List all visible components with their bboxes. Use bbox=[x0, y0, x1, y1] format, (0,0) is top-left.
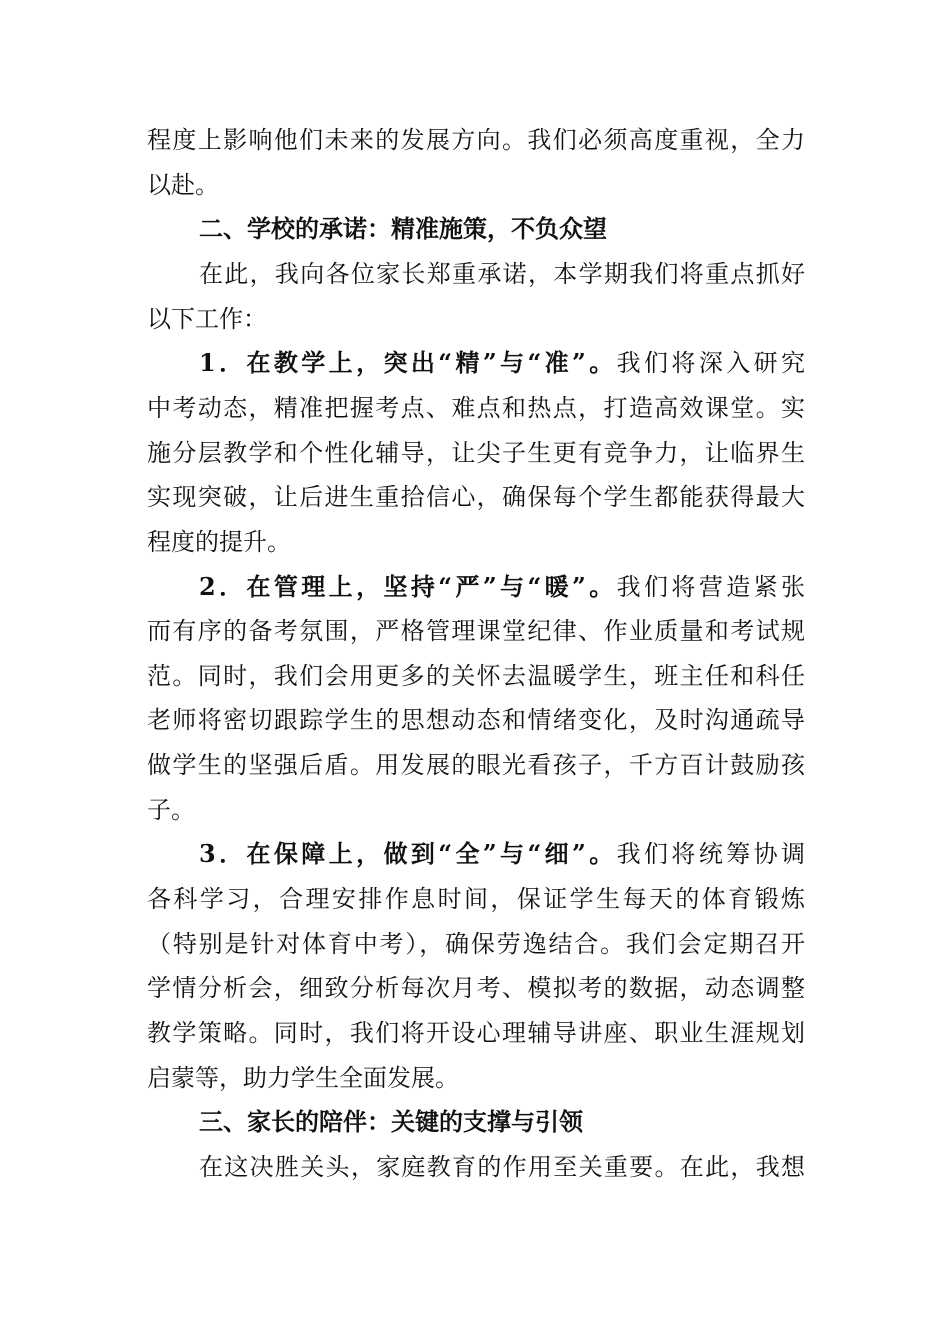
item-lead-bold: 3．在保障上，做到“全”与“细”。 bbox=[199, 839, 617, 869]
line-text: 而有序的备考氛围，严格管理课堂纪律、作业质量和考试规 bbox=[147, 617, 805, 646]
line-text: 二、学校的承诺：精准施策，不负众望 bbox=[199, 215, 607, 244]
section-heading bbox=[199, 1107, 805, 1137]
line-text: 三、家长的陪伴：关键的支撑与引领 bbox=[199, 1108, 583, 1137]
line-text: 启蒙等，助力学生全面发展。 bbox=[147, 1063, 459, 1092]
line-text: 我们将深入研究 bbox=[616, 349, 806, 378]
text-line bbox=[147, 170, 805, 200]
text-line bbox=[199, 348, 805, 378]
line-text: 中考动态，精准把握考点、难点和热点，打造高效课堂。实 bbox=[147, 393, 805, 422]
item-lead-bold: 1．在教学上，突出“精”与“准”。 bbox=[199, 348, 617, 378]
line-text: 以赴。 bbox=[147, 170, 219, 199]
text-line bbox=[199, 572, 805, 602]
text-line bbox=[147, 750, 805, 780]
text-line bbox=[147, 438, 805, 468]
text-line bbox=[147, 1018, 805, 1048]
text-line bbox=[147, 795, 805, 825]
line-text: 程度上影响他们未来的发展方向。我们必须高度重视，全力 bbox=[147, 126, 805, 154]
line-text: 教学策略。同时，我们将开设心理辅导讲座、职业生涯规划 bbox=[147, 1019, 805, 1047]
text-line bbox=[147, 482, 805, 512]
text-line bbox=[147, 527, 805, 557]
line-text: 学情分析会，细致分析每次月考、模拟考的数据，动态调整 bbox=[147, 974, 805, 1003]
line-text: 做学生的坚强后盾。用发展的眼光看孩子，千方百计鼓励孩 bbox=[147, 751, 805, 780]
text-line bbox=[147, 393, 805, 423]
text-line bbox=[147, 661, 805, 691]
line-text: 实现突破，让后进生重拾信心，确保每个学生都能获得最大 bbox=[147, 483, 805, 512]
line-text: 在这决胜关头，家庭教育的作用至关重要。在此，我想 bbox=[199, 1152, 805, 1181]
line-text: 范。同时，我们会用更多的关怀去温暖学生，班主任和科任 bbox=[147, 661, 805, 690]
text-line bbox=[199, 1152, 805, 1182]
text-line bbox=[147, 304, 805, 334]
text-line bbox=[199, 839, 805, 869]
item-lead-bold: 2．在管理上，坚持“严”与“暖”。 bbox=[199, 571, 617, 601]
text-line bbox=[147, 705, 805, 735]
text-line bbox=[147, 125, 805, 155]
line-text: 在此，我向各位家长郑重承诺，本学期我们将重点抓好 bbox=[199, 259, 805, 288]
line-text: 我们将营造紧张 bbox=[616, 572, 806, 601]
line-text: 我们将统筹协调 bbox=[616, 840, 806, 869]
line-text: 子。 bbox=[147, 795, 195, 824]
text-line bbox=[147, 616, 805, 646]
text-line bbox=[147, 1063, 805, 1093]
line-text: 以下工作： bbox=[147, 304, 267, 333]
line-text: 各科学习，合理安排作息时间，保证学生每天的体育锻炼 bbox=[147, 885, 805, 914]
text-line bbox=[199, 259, 805, 289]
text-line bbox=[147, 884, 805, 914]
line-text: 程度的提升。 bbox=[147, 527, 291, 556]
line-text: 施分层教学和个性化辅导，让尖子生更有竞争力，让临界生 bbox=[147, 438, 805, 467]
section-heading bbox=[199, 214, 805, 244]
line-text: （特别是针对体育中考），确保劳逸结合。我们会定期召开 bbox=[147, 929, 805, 958]
text-line bbox=[147, 973, 805, 1003]
line-text: 老师将密切跟踪学生的思想动态和情绪变化，及时沟通疏导 bbox=[147, 706, 805, 735]
text-line bbox=[147, 929, 805, 959]
